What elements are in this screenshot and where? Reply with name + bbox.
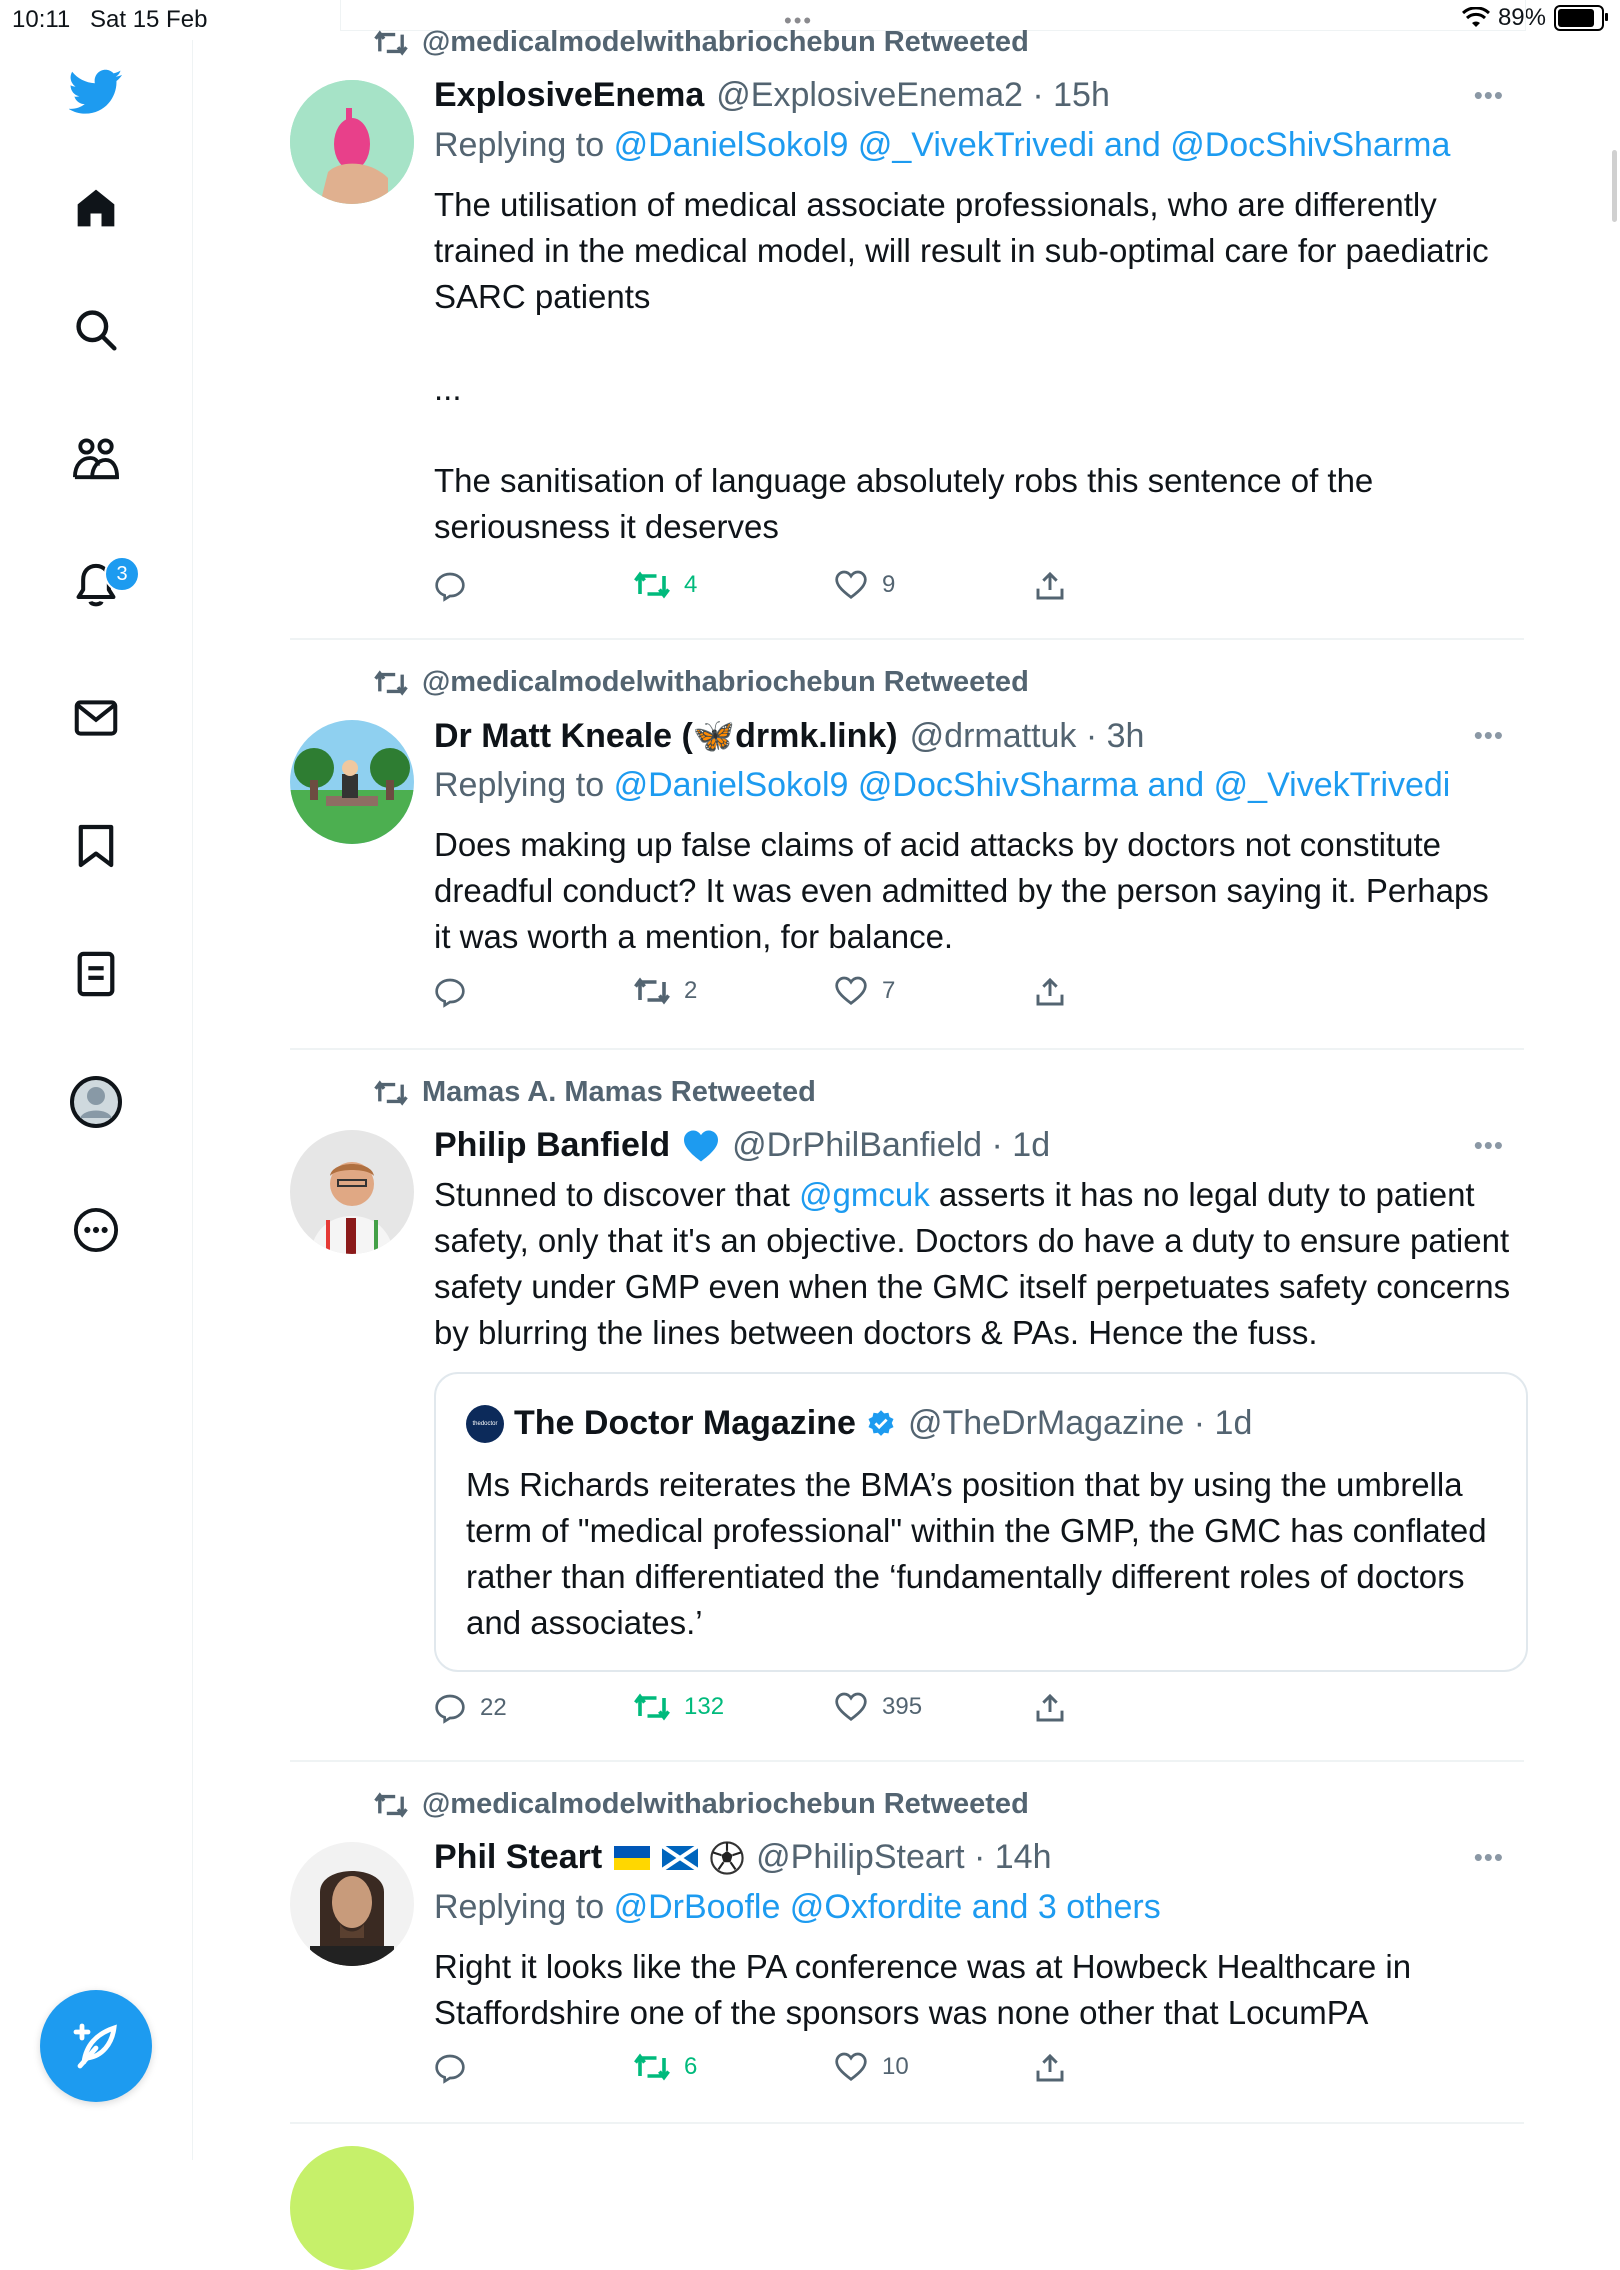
tweet[interactable]: [290, 640, 1524, 1050]
like-count: 9: [882, 571, 896, 598]
share-icon: [1034, 976, 1066, 1008]
tweet-actions: [434, 976, 1114, 1016]
verified-badge-icon: [866, 1409, 896, 1439]
like-button[interactable]: [834, 1692, 922, 1722]
heart-icon: [834, 2052, 868, 2082]
reply-button[interactable]: [434, 570, 466, 602]
author-name[interactable]: Phil Steart: [434, 1838, 603, 1876]
communities-icon[interactable]: [64, 426, 128, 490]
tweet-text: [434, 1172, 1520, 1356]
retweet-button[interactable]: [634, 2052, 697, 2082]
like-count: 395: [882, 1693, 923, 1720]
retweet-count: 2: [684, 977, 698, 1004]
avatar[interactable]: [290, 720, 414, 844]
tweet-header: [434, 1838, 1052, 1877]
replying-to-label: Replying to: [434, 766, 605, 804]
retweeted-by-label[interactable]: @medicalmodelwithabriochebun Retweeted: [422, 666, 1029, 698]
replying-to: [434, 1888, 1161, 1927]
retweeted-by: [374, 666, 1029, 699]
status-time: 10:11: [12, 6, 71, 33]
search-icon[interactable]: [64, 298, 128, 362]
football-icon: [710, 1841, 744, 1875]
retweet-icon: [634, 976, 670, 1006]
author-handle[interactable]: @drmattuk · 3h: [909, 716, 1145, 755]
reply-icon: [434, 570, 466, 602]
more-options-icon[interactable]: [64, 1198, 128, 1262]
battery-percent: 89%: [1497, 4, 1546, 31]
author-handle[interactable]: @DrPhilBanfield · 1d: [732, 1126, 1051, 1164]
twitter-logo-icon[interactable]: [64, 60, 128, 124]
like-count: 7: [882, 977, 896, 1004]
tweet-actions: [434, 2052, 1114, 2092]
heart-icon: [834, 1692, 868, 1722]
like-button[interactable]: [834, 976, 895, 1006]
retweet-icon: [634, 570, 670, 600]
avatar[interactable]: [290, 1130, 414, 1254]
reply-count: 22: [480, 1694, 507, 1721]
avatar[interactable]: [290, 1842, 414, 1966]
heart-icon: [834, 570, 868, 600]
retweeted-by: [374, 1788, 1029, 1821]
tweet-text-start: Stunned to discover that: [434, 1176, 800, 1213]
compose-tweet-button[interactable]: [40, 1990, 152, 2102]
author-name[interactable]: ExplosiveEnema: [434, 76, 705, 114]
tweet-actions: [434, 1692, 1114, 1732]
mention-link[interactable]: @gmcuk: [799, 1176, 930, 1213]
quoted-tweet-text: Ms Richards reiterates the BMA’s position that by using the umbrella term of "medical professional" within the GMP, the GMC has conflated rather than differentiated the ‘fundamentally different roles of doctors and associates.’: [466, 1466, 1496, 1641]
retweet-icon: [374, 29, 408, 57]
author-handle[interactable]: @ExplosiveEnema2 · 15h: [716, 76, 1110, 114]
author-name[interactable]: Philip Banfield: [434, 1126, 671, 1164]
replying-to-label: Replying to: [434, 1888, 605, 1926]
replying-to: [434, 126, 1450, 165]
tweet[interactable]: [290, 20, 1524, 640]
tweet-actions: [434, 570, 1114, 610]
share-icon: [1034, 1692, 1066, 1724]
compose-feather-icon: [68, 2018, 124, 2074]
multitasking-dots-icon[interactable]: •••: [784, 8, 814, 33]
tweet[interactable]: [290, 1762, 1524, 2124]
more-menu-icon[interactable]: •••: [1473, 1130, 1504, 1160]
heart-icon: [834, 976, 868, 1006]
more-menu-icon[interactable]: •••: [1473, 80, 1504, 110]
notifications-badge: 3: [104, 556, 140, 592]
retweet-icon: [634, 2052, 670, 2082]
notifications-bell-icon[interactable]: [64, 554, 128, 618]
next-tweet-avatar[interactable]: [290, 2146, 414, 2270]
replying-to-handles[interactable]: @DanielSokol9 @_VivekTrivedi and @DocShivSharma: [613, 126, 1451, 164]
retweeted-by-label[interactable]: @medicalmodelwithabriochebun Retweeted: [422, 1788, 1029, 1820]
retweeted-by: [374, 26, 1029, 59]
share-button[interactable]: [1034, 570, 1066, 602]
avatar[interactable]: [290, 80, 414, 204]
author-handle[interactable]: @PhilipSteart · 14h: [756, 1838, 1052, 1876]
messages-icon[interactable]: [64, 686, 128, 750]
reply-icon: [434, 1692, 466, 1724]
reply-button[interactable]: [434, 1692, 507, 1724]
sidebar: [0, 40, 193, 2160]
quoted-author-name[interactable]: The Doctor Magazine: [514, 1404, 856, 1442]
quoted-author-handle[interactable]: @TheDrMagazine · 1d: [907, 1404, 1253, 1442]
home-icon[interactable]: [64, 176, 128, 240]
replying-to-handles[interactable]: @DrBoofle @Oxfordite and 3 others: [613, 1888, 1161, 1926]
retweet-icon: [374, 1079, 408, 1107]
retweet-icon: [374, 669, 408, 697]
quoted-avatar[interactable]: [466, 1405, 504, 1443]
tweet-header: [434, 76, 1110, 115]
reply-icon: [434, 976, 466, 1008]
author-name[interactable]: Dr Matt Kneale (🦋drmk.link): [434, 717, 898, 755]
retweeted-by-label[interactable]: Mamas A. Mamas Retweeted: [422, 1076, 816, 1108]
more-menu-icon[interactable]: •••: [1473, 1842, 1504, 1872]
retweeted-by: [374, 1076, 816, 1109]
quoted-avatar-text: thedoctor: [472, 1420, 498, 1427]
retweet-button[interactable]: [634, 570, 697, 600]
share-button[interactable]: [1034, 1692, 1066, 1724]
share-button[interactable]: [1034, 2052, 1066, 2084]
share-button[interactable]: [1034, 976, 1066, 1008]
quoted-tweet-header: [466, 1404, 1252, 1443]
replying-to: [434, 766, 1450, 805]
share-icon: [1034, 570, 1066, 602]
reply-button[interactable]: [434, 2052, 466, 2084]
retweet-button[interactable]: [634, 976, 697, 1006]
profile-avatar-icon[interactable]: [64, 1070, 128, 1134]
lists-icon[interactable]: [64, 942, 128, 1006]
retweet-icon: [374, 1791, 408, 1819]
retweet-icon: [634, 1692, 670, 1722]
retweet-button[interactable]: [634, 1692, 724, 1722]
like-button[interactable]: [834, 2052, 909, 2082]
replying-to-label: Replying to: [434, 126, 605, 164]
ukraine-flag-icon: [614, 1846, 650, 1870]
tweet-text: Right it looks like the PA conference was at Howbeck Healthcare in Staffordshire one of the sponsors was none other that LocumPA: [434, 1948, 1421, 2031]
tweet-header: [434, 1126, 1050, 1165]
more-menu-icon[interactable]: •••: [1473, 720, 1504, 750]
bookmarks-icon[interactable]: [64, 814, 128, 878]
retweet-count: 6: [684, 2053, 698, 2080]
scroll-indicator[interactable]: [1612, 150, 1617, 222]
retweet-count: 4: [684, 571, 698, 598]
battery-icon: [1554, 5, 1604, 31]
scotland-flag-icon: [662, 1846, 698, 1870]
like-button[interactable]: [834, 570, 895, 600]
tweet-text: The utilisation of medical associate professionals, who are differently trained in the medical model, will result in sub-optimal care for paediatric SARC patients ... The sanitisation of language absolutely robs this sentence of the seriousness it deserves: [434, 186, 1489, 545]
retweeted-by-label[interactable]: @medicalmodelwithabriochebun Retweeted: [422, 26, 1029, 58]
status-date: Sat 15 Feb: [90, 6, 208, 33]
retweet-count: 132: [684, 1693, 725, 1720]
tweet-header: [434, 716, 1144, 756]
tweet-text-rest: asserts it has no legal duty to patient safety, only that it's an objective. Doctors do have a duty to ensure patient safety under GMP even when the GMC itself perpetuates safety concerns by blurring the lines between doctors & PAs. Hence the fuss.: [434, 1176, 1520, 1351]
reply-icon: [434, 2052, 466, 2084]
reply-button[interactable]: [434, 976, 466, 1008]
replying-to-handles[interactable]: @DanielSokol9 @DocShivSharma and @_VivekTrivedi: [613, 766, 1451, 804]
tweet[interactable]: [290, 1050, 1524, 1762]
quoted-tweet[interactable]: [434, 1372, 1528, 1672]
tweet-text: Does making up false claims of acid attacks by doctors not constitute dreadful conduct? It was even admitted by the person saying it. Perhaps it was worth a mention, for balance.: [434, 826, 1498, 955]
blue-heart-icon: [682, 1129, 720, 1163]
like-count: 10: [882, 2053, 909, 2080]
share-icon: [1034, 2052, 1066, 2084]
